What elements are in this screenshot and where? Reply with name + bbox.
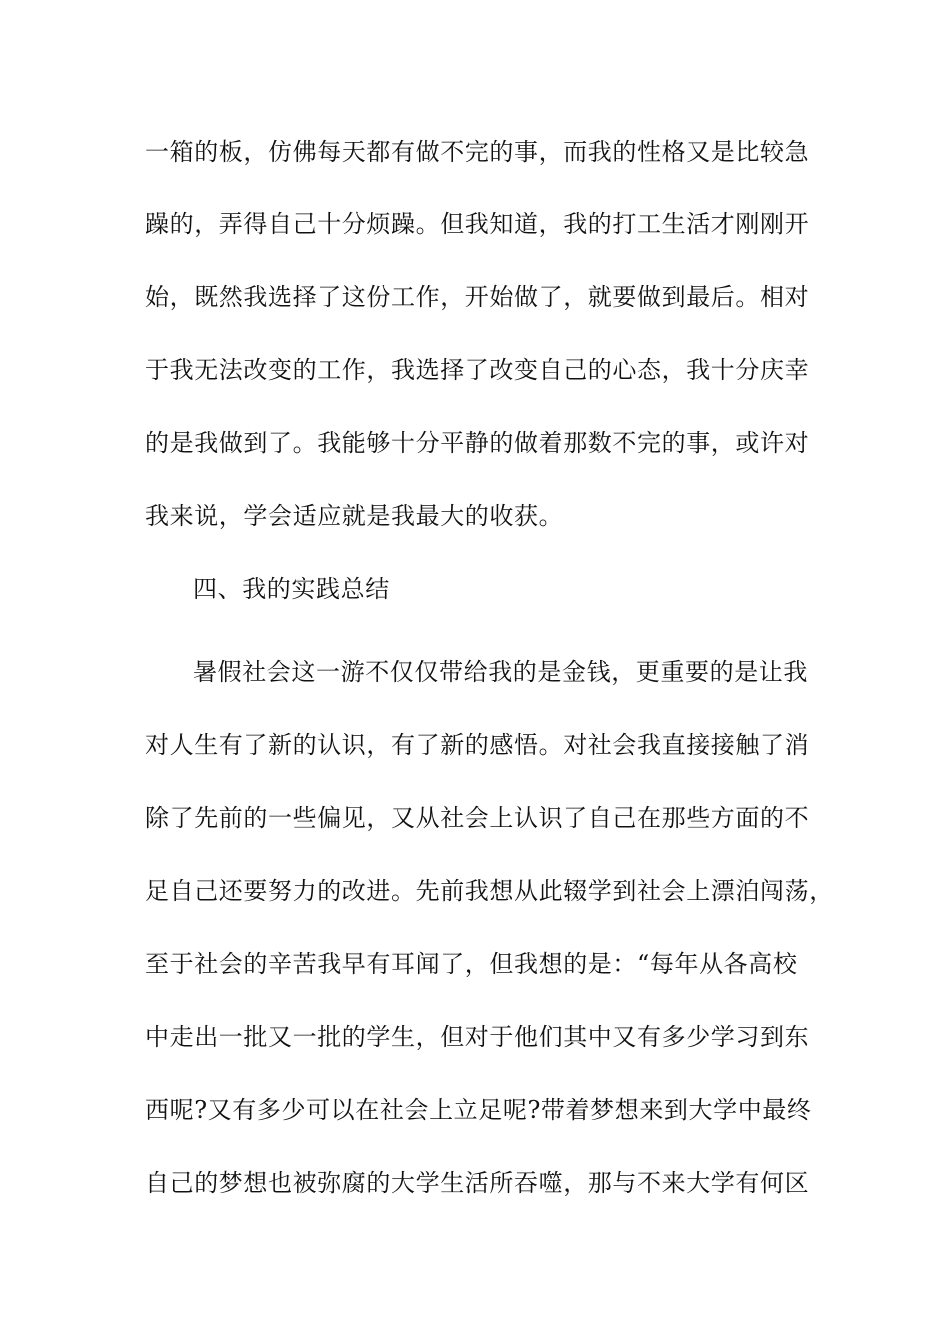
paragraph-line: 除了先前的一些偏见，又从社会上认识了自己在那些方面的不: [145, 804, 810, 832]
paragraph-line: 于我无法改变的工作，我选择了改变自己的心态，我十分庆幸: [145, 356, 810, 384]
paragraph-line: 一箱的板，仿佛每天都有做不完的事，而我的性格又是比较急: [145, 138, 810, 166]
section-heading: 四、我的实践总结: [193, 575, 390, 603]
paragraph-line: 躁的，弄得自己十分烦躁。但我知道，我的打工生活才刚刚开: [145, 210, 810, 238]
paragraph-line: 暑假社会这一游不仅仅带给我的是金钱，更重要的是让我: [193, 658, 808, 686]
paragraph-line: 对人生有了新的认识，有了新的感悟。对社会我直接接触了消: [145, 731, 810, 759]
paragraph-line: 中走出一批又一批的学生，但对于他们其中又有多少学习到东: [145, 1023, 810, 1051]
paragraph-line: 自己的梦想也被弥腐的大学生活所吞噬，那与不来大学有何区: [145, 1169, 810, 1197]
paragraph-line: 西呢?又有多少可以在社会上立足呢?带着梦想来到大学中最终: [145, 1096, 812, 1124]
paragraph-line: 至于社会的辛苦我早有耳闻了，但我想的是：“每年从各高校: [145, 950, 798, 978]
paragraph-line: 我来说，学会适应就是我最大的收获。: [145, 502, 564, 530]
paragraph-line: 足自己还要努力的改进。先前我想从此辍学到社会上漂泊闯荡，: [145, 877, 834, 905]
paragraph-line: 始，既然我选择了这份工作，开始做了，就要做到最后。相对: [145, 283, 810, 311]
paragraph-line: 的是我做到了。我能够十分平静的做着那数不完的事，或许对: [145, 429, 810, 457]
